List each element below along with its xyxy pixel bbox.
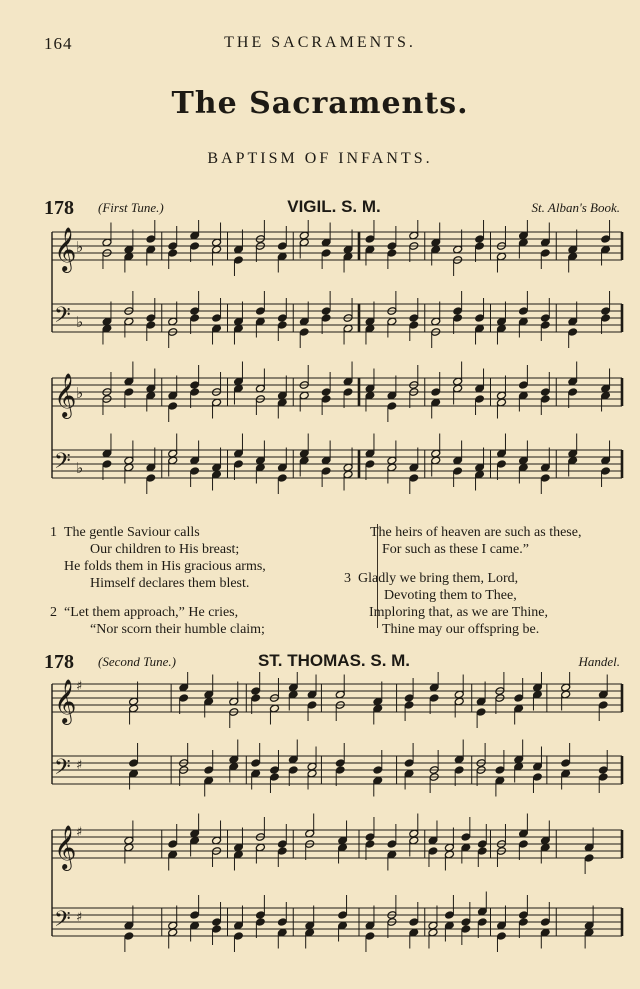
verse-line: [64, 541, 354, 558]
composer: Handel.: [578, 654, 620, 669]
verse-text: “Nor scorn their humble claim;: [90, 622, 265, 637]
verse-text: He folds them in His gracious arms,: [64, 559, 266, 574]
verse-column-left: [50, 524, 354, 638]
tune-name: VIGIL. S. M.: [287, 197, 381, 216]
verse-line: [344, 604, 634, 621]
verse-text: For such as these I came.”: [382, 542, 529, 557]
treble-clef-icon: 𝄞: [54, 227, 77, 271]
composer: St. Alban's Book.: [531, 200, 620, 215]
bass-clef-icon: 𝄢: [54, 755, 71, 785]
treble-clef-icon: 𝄞: [54, 825, 77, 869]
verse-line: [50, 604, 354, 621]
tune-label: (First Tune.): [98, 200, 164, 215]
sharp-key-signature-icon: ♯: [76, 758, 83, 773]
tune-name: ST. THOMAS. S. M.: [257, 651, 411, 670]
sharp-key-signature-icon: ♯: [76, 679, 83, 694]
verse-text: Thine may our offspring be.: [382, 622, 540, 637]
flat-key-signature-icon: ♭: [76, 313, 84, 331]
verse-text: Himself declares them blest.: [90, 576, 250, 591]
music-score-second-tune: [0, 672, 640, 972]
hymn-verses: [44, 524, 624, 637]
treble-clef-icon: 𝄞: [54, 373, 77, 417]
flat-key-signature-icon: ♭: [76, 238, 84, 256]
verse-text: The heirs of heaven are such as these,: [370, 525, 582, 540]
music-score-first-tune: [0, 220, 640, 510]
tune-label: (Second Tune.): [98, 654, 176, 669]
subsection-title: BAPTISM OF INFANTS.: [207, 150, 433, 167]
flat-key-signature-icon: ♭: [76, 384, 84, 402]
verse-line: [64, 575, 354, 592]
verse-text: Our children to His breast;: [90, 542, 240, 557]
verse-text: Devoting them to Thee,: [384, 588, 517, 603]
verse-line: [344, 621, 634, 638]
verse-line: [344, 524, 634, 541]
treble-clef-icon: 𝄞: [54, 679, 77, 723]
running-title: THE SACRAMENTS.: [224, 34, 416, 51]
sharp-key-signature-icon: ♯: [76, 910, 83, 925]
hymn-header-first-tune: [44, 197, 624, 221]
hymn-number: 178: [44, 197, 74, 219]
section-title: The Sacraments.: [171, 86, 469, 121]
verse-number: 2: [50, 605, 57, 620]
verse-number: 1: [50, 525, 57, 540]
verse-text: Gladly we bring them, Lord,: [358, 571, 519, 586]
page-number: 164: [44, 34, 73, 53]
bass-clef-icon: 𝄢: [54, 303, 71, 333]
verse-line: [344, 570, 634, 587]
sharp-key-signature-icon: ♯: [76, 825, 83, 840]
verse-line: [344, 587, 634, 604]
verse-line: [64, 621, 354, 638]
verse-number: 3: [344, 571, 351, 586]
verse-line: [50, 524, 354, 541]
verse-line: [344, 541, 634, 558]
verse-text: “Let them approach,” He cries,: [64, 605, 239, 620]
bass-clef-icon: 𝄢: [54, 907, 71, 937]
hymn-number: 178: [44, 651, 74, 673]
verse-column-right: [344, 524, 634, 638]
verse-text: Imploring that, as we are Thine,: [369, 605, 548, 620]
verse-line: [64, 558, 354, 575]
bass-clef-icon: 𝄢: [54, 449, 71, 479]
verse-text: The gentle Saviour calls: [64, 525, 200, 540]
flat-key-signature-icon: ♭: [76, 459, 84, 477]
